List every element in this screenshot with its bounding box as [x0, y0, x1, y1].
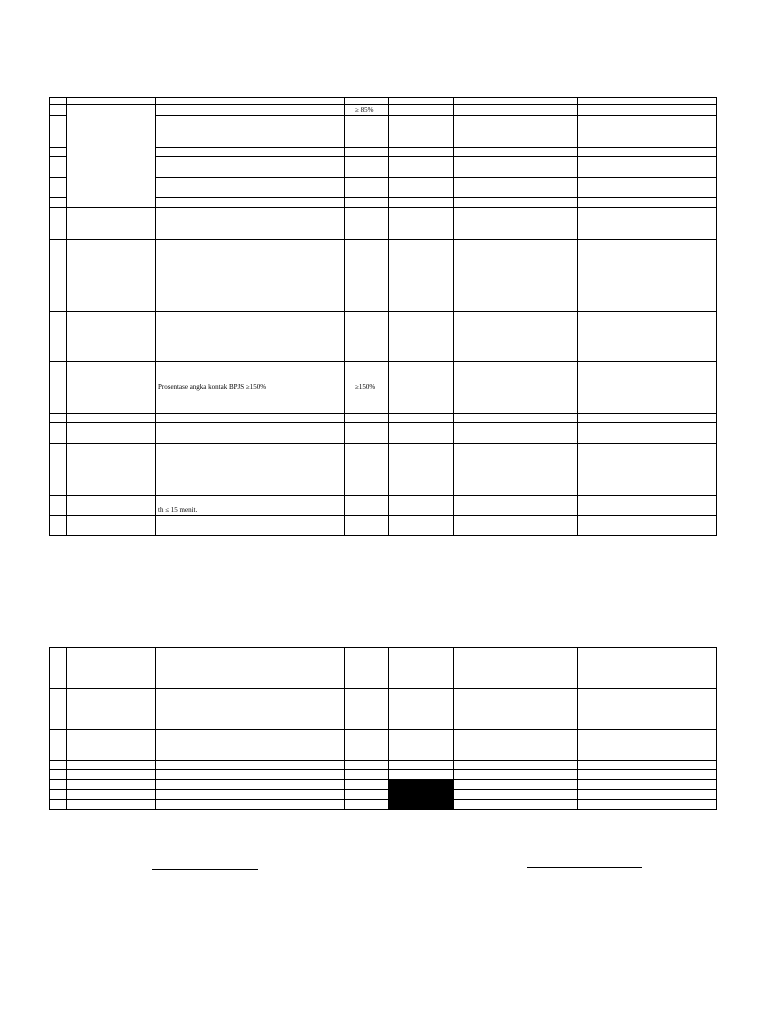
signature-line-right [527, 867, 642, 868]
bottom-filled-cell [388, 779, 453, 810]
bottom-table-border [50, 648, 717, 810]
top-indicator-r9: Prosentase angka kontak BPJS ≥150% [158, 383, 267, 391]
signature-line-left [152, 869, 258, 870]
top-indicator-r12: th ≤ 15 menit. [158, 506, 198, 514]
top-target-r9: ≥150% [355, 383, 376, 391]
top-target-r0: ≥ 85% [355, 106, 374, 114]
